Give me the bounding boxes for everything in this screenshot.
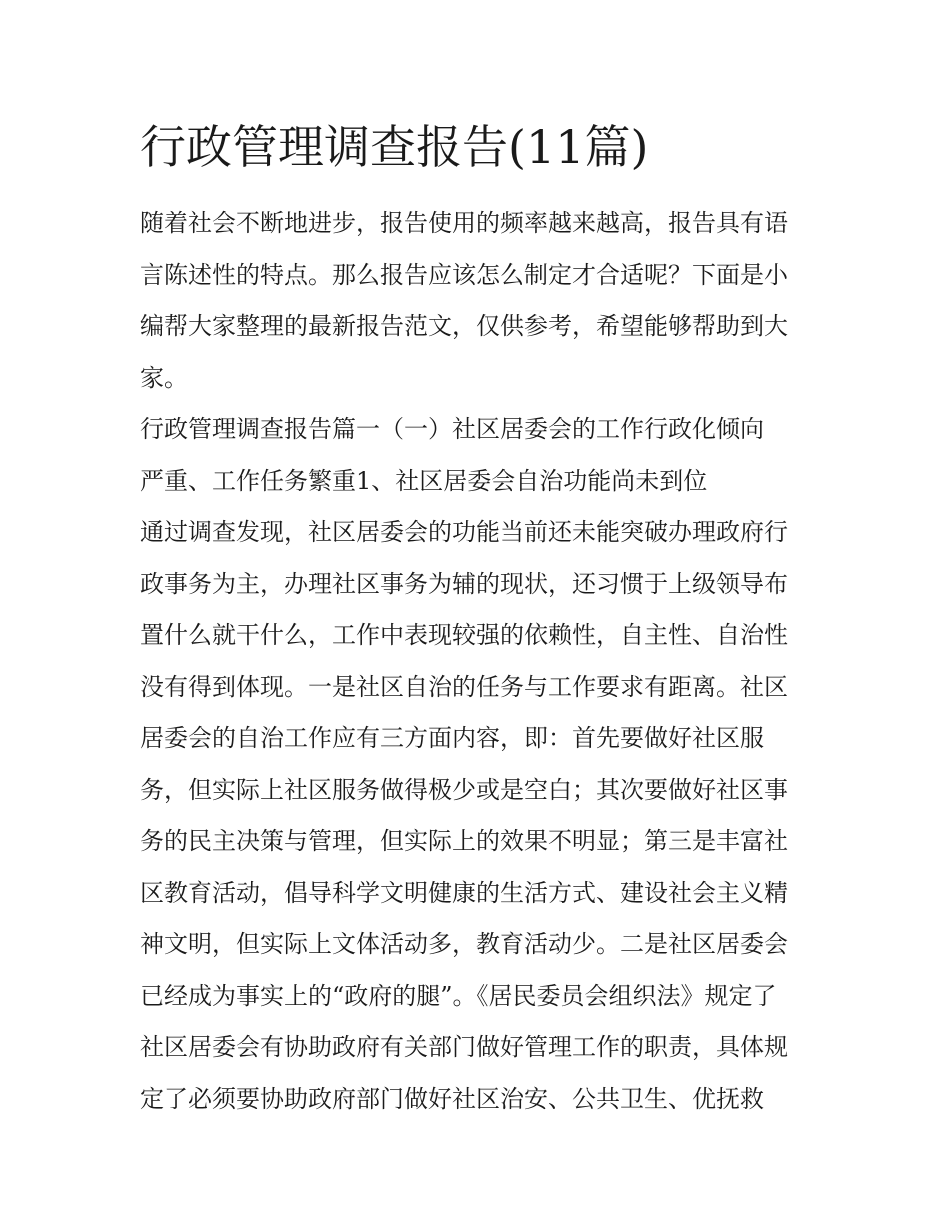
body-line: 神文明，但实际上文体活动多，教育活动少。二是社区居委会 [140, 930, 788, 958]
document-body [140, 198, 820, 1125]
body-line: 政事务为主，办理社区事务为辅的现状，还习惯于上级领导布 [140, 569, 788, 598]
body-line: 定了必须要协助政府部门做好社区治安、公共卫生、优抚救 [140, 1084, 764, 1113]
body-line: 已经成为事实上的“政府的腿”。《居民委员会组织法》规定了 [140, 981, 777, 1010]
body-line: 编帮大家整理的最新报告范文，仅供参考，希望能够帮助到大 [140, 312, 788, 340]
body-line: 随着社会不断地进步，报告使用的频率越来越高，报告具有语 [140, 209, 788, 237]
body-line: 居委会的自治工作应有三方面内容，即：首先要做好社区服 [140, 724, 764, 752]
body-line: 置什么就干什么，工作中表现较强的依赖性，自主性、自治性 [140, 621, 788, 649]
body-line: 没有得到体现。一是社区自治的任务与工作要求有距离。社区 [140, 672, 788, 701]
body-line: 言陈述性的特点。那么报告应该怎么制定才合适呢？下面是小 [140, 260, 788, 289]
body-line: 务，但实际上社区服务做得极少或是空白；其次要做好社区事 [140, 775, 788, 804]
body-line: 社区居委会有协助政府有关部门做好管理工作的职责，具体规 [140, 1033, 788, 1061]
body-line: 区教育活动，倡导科学文明健康的生活方式、建设社会主义精 [140, 878, 788, 907]
section-heading-line: 行政管理调查报告篇一（一）社区居委会的工作行政化倾向 [140, 415, 764, 443]
section-heading-line: 严重、工作任务繁重1、社区居委会自治功能尚未到位 [140, 466, 708, 495]
body-line: 家。 [140, 363, 188, 392]
body-line: 务的民主决策与管理，但实际上的效果不明显；第三是丰富社 [140, 827, 788, 855]
document-title: 行政管理调查报告(11篇) [140, 120, 649, 174]
body-line: 通过调查发现，社区居委会的功能当前还未能突破办理政府行 [140, 518, 788, 546]
